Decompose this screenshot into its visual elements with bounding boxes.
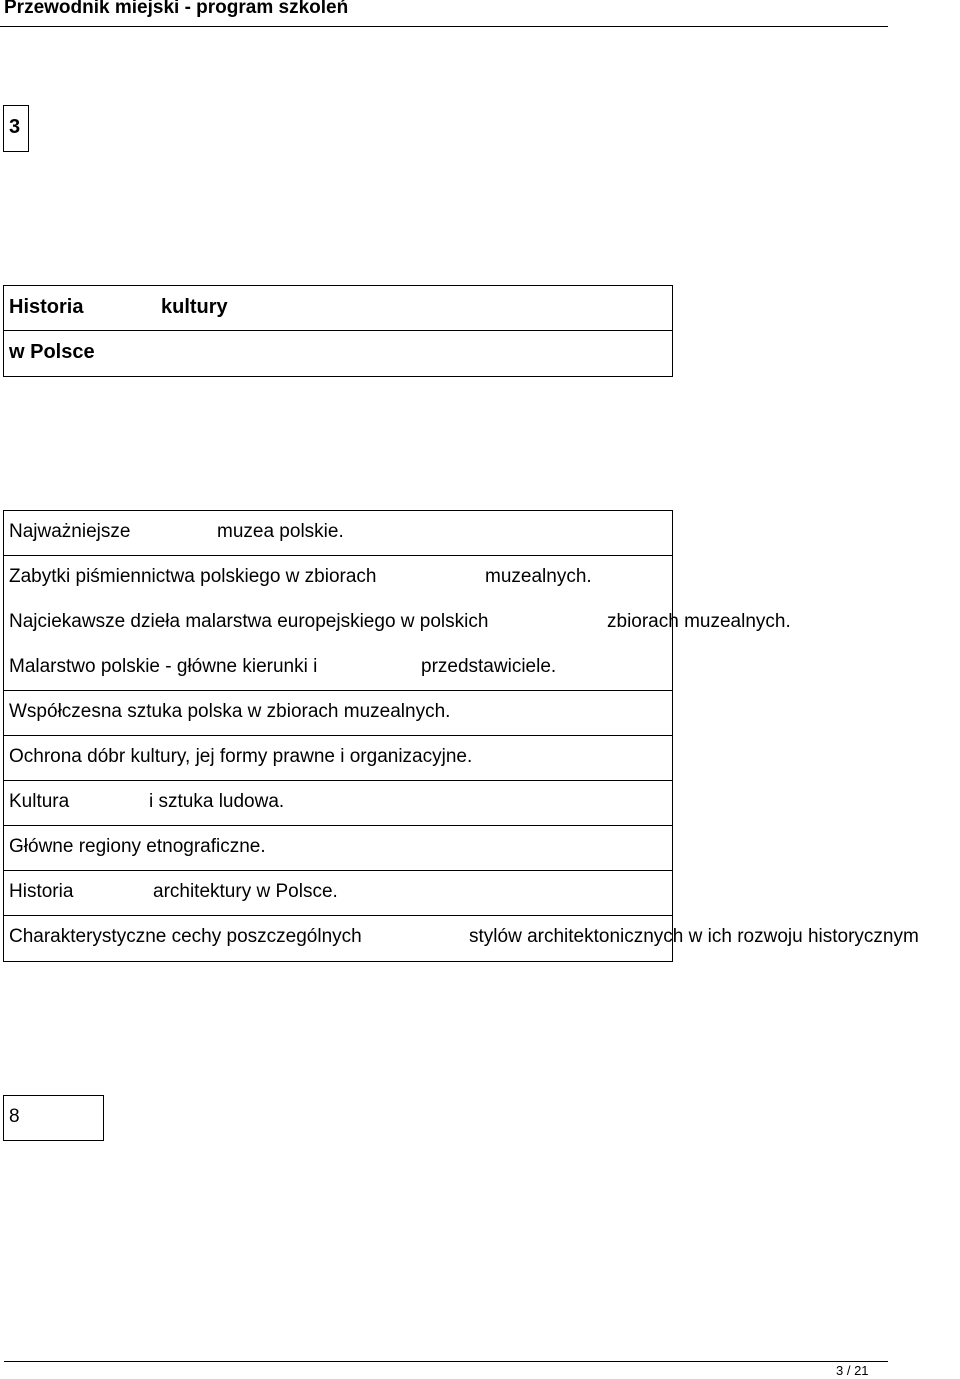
topics-divider	[4, 915, 672, 916]
heading-table-divider	[4, 330, 672, 331]
topic-3-part-b: zbiorach muzealnych.	[607, 611, 791, 632]
topic-7-part-a: Kultura	[9, 791, 70, 812]
topics-divider	[4, 555, 672, 556]
topic-6: Ochrona dóbr kultury, jej formy prawne i organizacyjne.	[9, 746, 473, 767]
topic-7-part-b: i sztuka ludowa.	[149, 791, 285, 812]
topic-2-part-b: muzealnych.	[485, 566, 592, 587]
topic-3-part-a: Najciekawsze dzieła malarstwa europejskiego w polskich	[9, 611, 489, 632]
heading-word-kultury: kultury	[161, 296, 228, 318]
heading-word-historia: Historia	[9, 296, 84, 318]
topic-10-part-b: stylów architektonicznych w ich rozwoju historycznym	[469, 926, 919, 947]
topics-divider	[4, 690, 672, 691]
topic-9-part-a: Historia	[9, 881, 74, 902]
topic-4-part-a: Malarstwo polskie - główne kierunki i	[9, 656, 318, 677]
topic-2-part-a: Zabytki piśmiennictwa polskiego w zbiorach	[9, 566, 377, 587]
number-box-text: 8	[9, 1106, 20, 1127]
page-counter: 3 / 21	[836, 1363, 869, 1378]
page-number-box-text: 3	[9, 116, 21, 138]
topics-divider	[4, 735, 672, 736]
topic-5: Współczesna sztuka polska w zbiorach muzealnych.	[9, 701, 451, 722]
topic-9-part-b: architektury w Polsce.	[153, 881, 338, 902]
topic-8: Główne regiony etnograficzne.	[9, 836, 266, 857]
footer-rule	[4, 1361, 888, 1362]
topic-4-part-b: przedstawiciele.	[421, 656, 557, 677]
topics-divider	[4, 870, 672, 871]
topics-divider	[4, 825, 672, 826]
topics-divider	[4, 780, 672, 781]
topic-10-part-a: Charakterystyczne cechy poszczególnych	[9, 926, 362, 947]
topic-1-part-b: muzea polskie.	[217, 521, 344, 542]
heading-table	[3, 285, 673, 377]
heading-word-w-polsce: w Polsce	[9, 341, 95, 363]
document-title: Przewodnik miejski - program szkoleń	[4, 0, 349, 18]
topic-1-part-a: Najważniejsze	[9, 521, 131, 542]
